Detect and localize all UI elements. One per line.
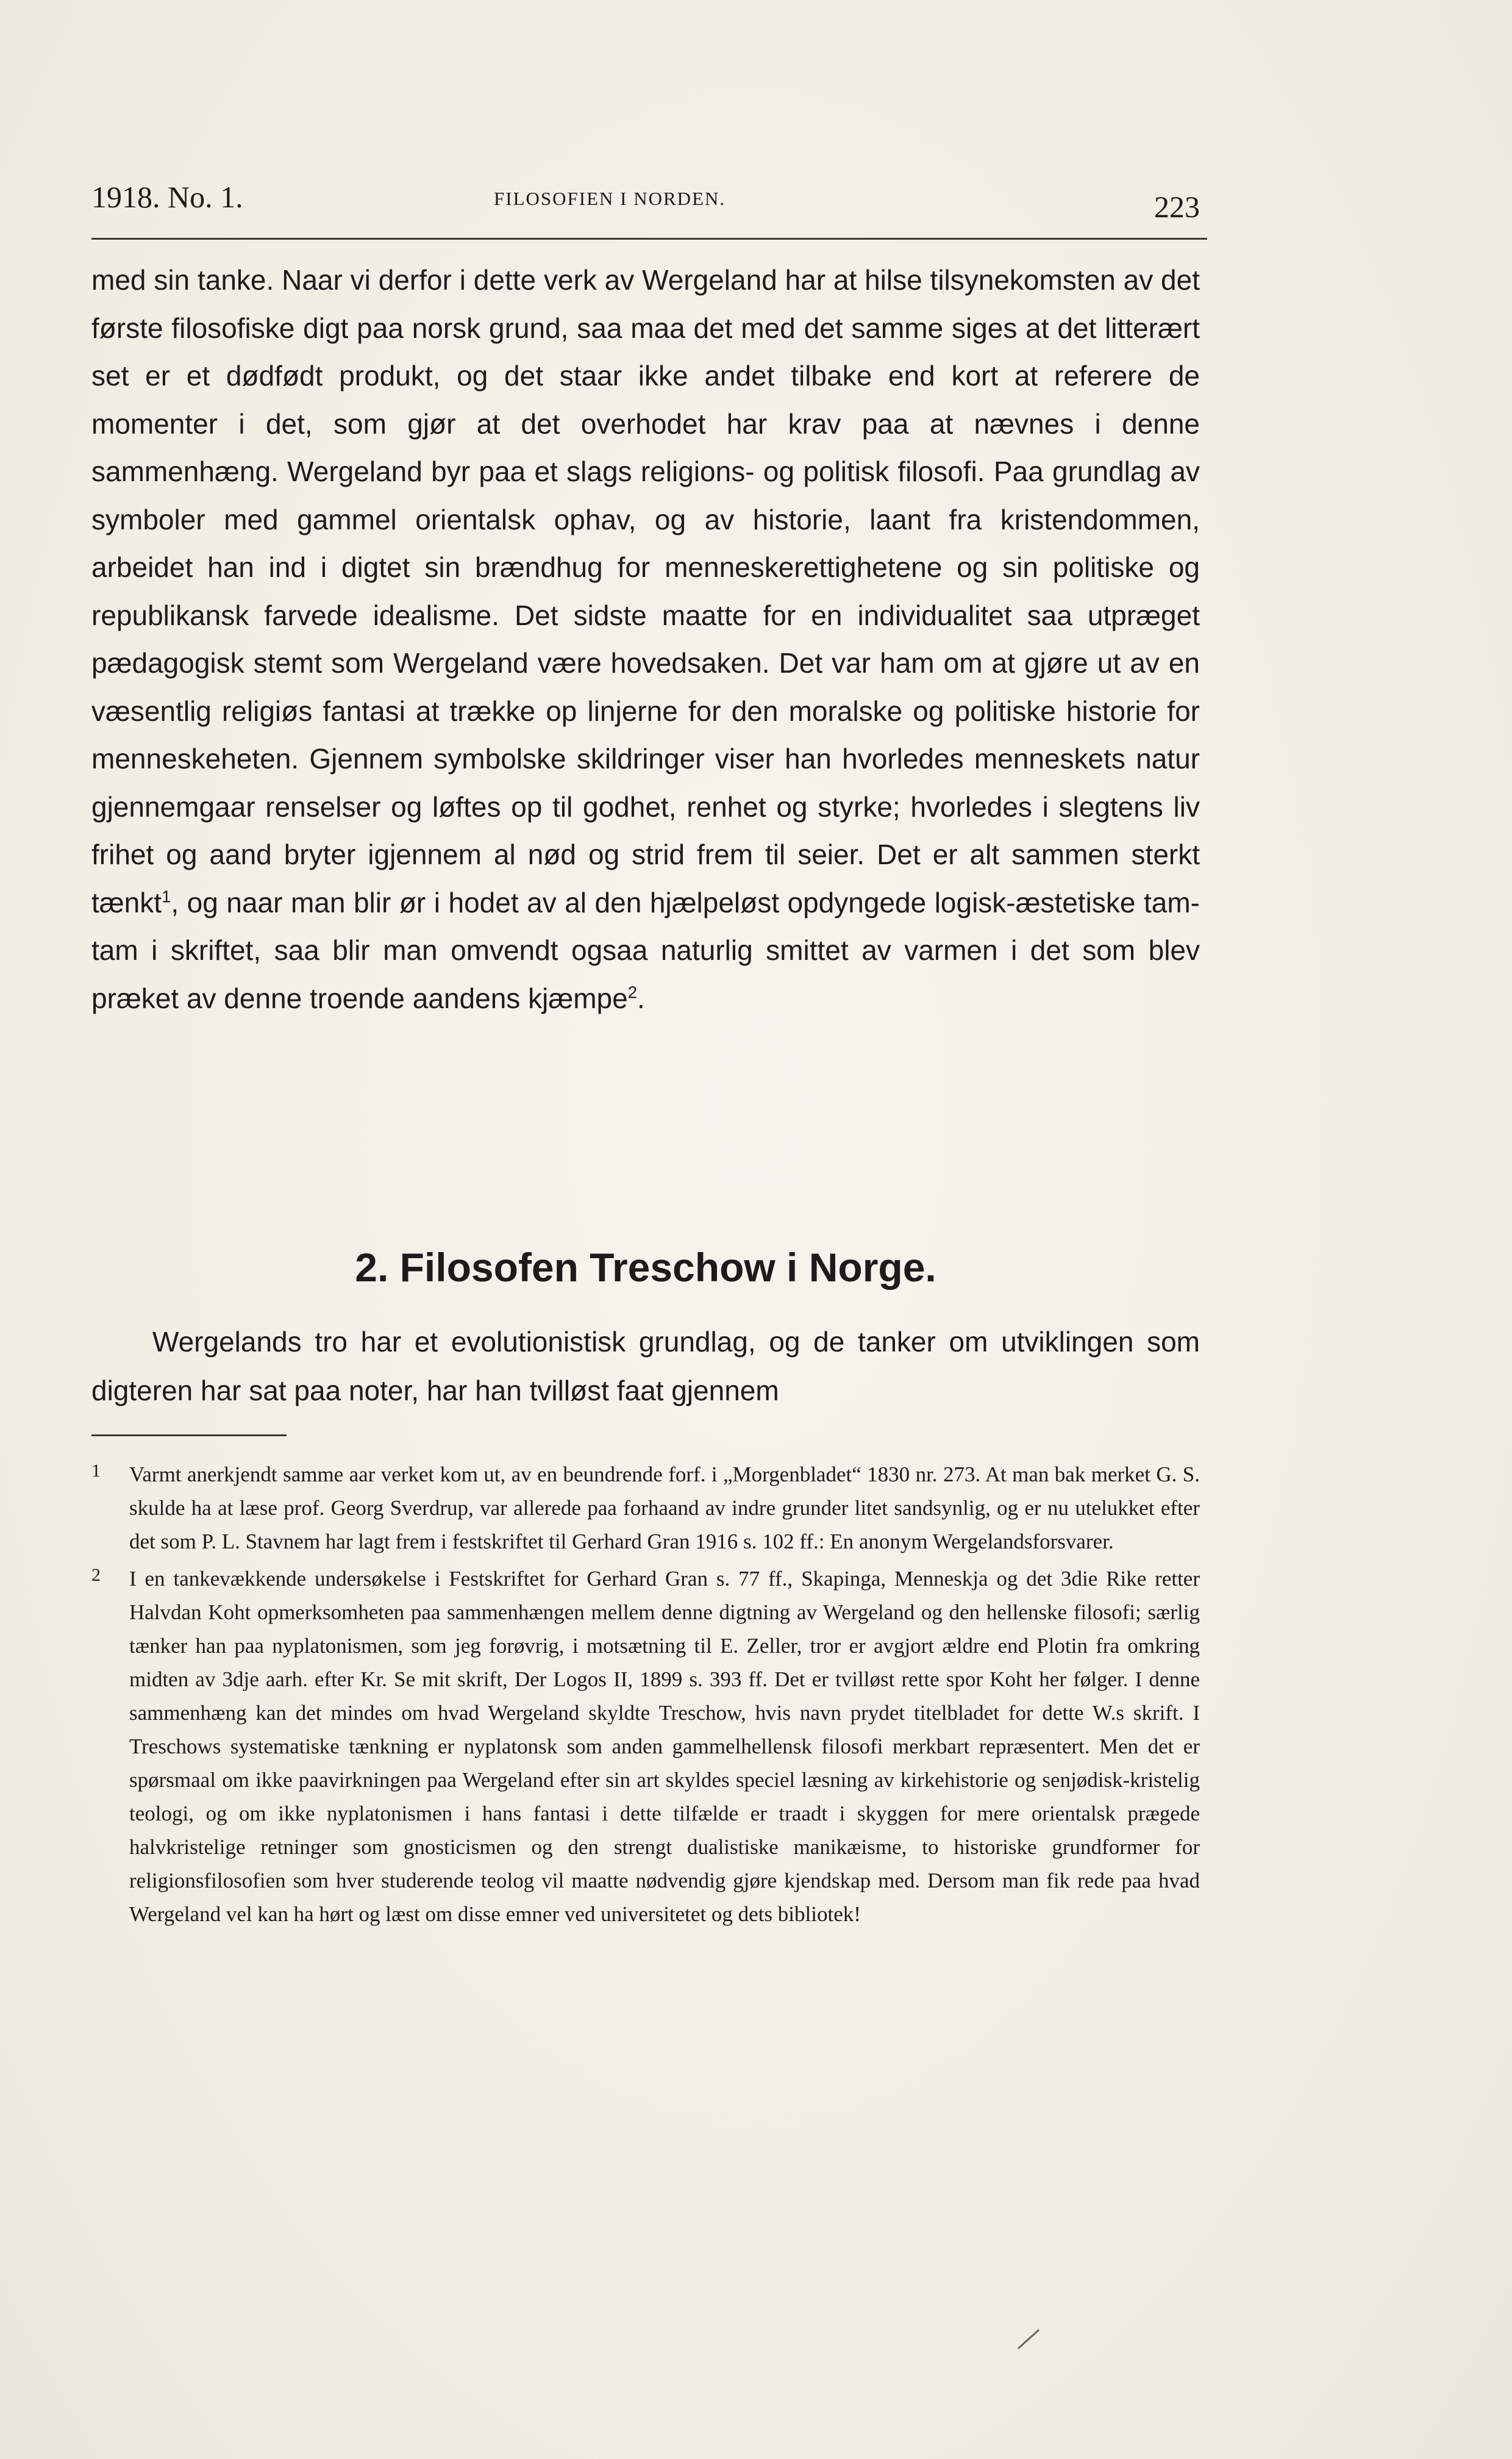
footnote-text: Varmt anerkjendt samme aar verket kom ut, av en beundrende forf. i „Morgenbladet“ 1830 nr. 273. At man bak merket G. S. skulde ha at læse prof. Georg Sverdrup, var allerede paa forhaand av indre grunder litet sandsynlig, og er nu utelukket efter det som P. L. Stavnem har lagt frem i festskriftet til Gerhard Gran 1916 s. 102 ff.: En anonym Wergelandsforsvarer. <box>129 1462 1200 1553</box>
footnote-ref-2: 2 <box>627 983 638 1002</box>
section-text <box>91 1317 1200 1415</box>
footnotes <box>91 1458 1200 1935</box>
section-paragraph: Wergelands tro har et evolutionistisk grundlag, og de tanker om utviklingen som digteren har sat paa noter, har han tvilløst faat gjennem <box>91 1326 1200 1406</box>
footnote-2 <box>91 1562 1200 1931</box>
main-text <box>91 256 1200 1022</box>
paragraph <box>91 256 1200 1022</box>
section-heading: 2. Filosofen Treschow i Norge. <box>355 1245 936 1290</box>
footnote-number: 2 <box>91 1565 101 1585</box>
paragraph-end: . <box>637 982 645 1014</box>
page-number: 223 <box>1154 190 1200 224</box>
header-year-issue: 1918. No. 1. <box>91 180 243 214</box>
footnote-ref-1: 1 <box>162 887 171 906</box>
footnote-number: 1 <box>91 1461 101 1481</box>
running-header <box>91 176 1200 222</box>
footnote-text: I en tankevækkende undersøkelse i Festskriftet for Gerhard Gran s. 77 ff., Skapinga, Menneskja og det 3die Rike retter Halvdan Koht opmerksomheten paa sammenhængen mellem denne digtning av Wergeland og den hellenske filosofi; særlig tænker han paa nyplatonismen, som jeg forøvrig, i motsætning til E. Zeller, tror er avgjort ældre end Plotin fra omkring midten av 3dje aarh. efter Kr. Se mit skrift, Der Logos II, 1899 s. 393 ff. Det er tvilløst rette spor Koht her følger. I denne sammenhæng kan det mindes om hvad Wergeland skyldte Treschow, hvis navn prydet titelbladet for dette W.s skrift. I Treschows systematiske tænkning er nyplatonsk som anden gammelhellensk filosofi merkbart repræsentert. Men det er spørsmaal om ikke paavirkningen paa Wergeland efter sin art skyldes speciel læsning av kirkehistorie og senjødisk-kristelig teologi, og om ikke nyplatonismen i hans fantasi i dette tilfælde er traadt i skyggen for mere orientalsk prægede halvkristelige retninger som gnosticismen og den strengt dualistiske manikæisme, to historiske grundformer for religionsfilosofien som hver studerende teolog vil maatte nødvendig gjøre kjendskap med. Dersom man fik rede paa hvad Wergeland vel kan ha hørt og læst om disse emner ved universitetet og dets bibliotek! <box>129 1567 1200 1926</box>
paragraph-text: med sin tanke. Naar vi derfor i dette verk av Wergeland har at hilse tilsynekomsten av det første filosofiske digt paa norsk grund, saa maa det med det samme siges at det litterært set er et dødfødt produkt, og det staar ikke andet tilbake end kort at referere de momenter i det, som gjør at det overhodet har krav paa at nævnes i denne sammenhæng. Wergeland byr paa et slags religions- og politisk filosofi. Paa grundlag av symboler med gammel orientalsk ophav, og av historie, laant fra kristendommen, arbeidet han ind i digtet sin brændhug for menneskerettighetene og sin politiske og republikansk farvede idealisme. Det sidste maatte for en individualitet saa utpræget pædagogisk stemt som Wergeland være hovedsaken. Det var ham om at gjøre ut av en væsentlig religiøs fantasi at trække op linjerne for den moralske og politiske historie for menneskeheten. Gjennem symbolske skildringer viser han hvorledes menneskets natur gjennemgaar renselser og løftes op til godhet, renhet og styrke; hvorledes i slegtens liv frihet og aand bryter igjennem al nød og strid frem til seier. Det er alt sammen sterkt tænkt <box>91 264 1200 918</box>
footnote-1 <box>91 1458 1200 1558</box>
paragraph-text: , og naar man blir ør i hodet av al den hjælpeløst opdyngede logisk-æstetiske tam-tam i skriftet, saa blir man omvendt ogsaa naturlig smittet av varmen i det som blev præket av denne troende aandens kjæmpe <box>91 886 1200 1014</box>
footnote-rule <box>91 1434 287 1436</box>
header-title: FILOSOFIEN I NORDEN. <box>494 188 726 209</box>
pencil-mark <box>1018 2329 1040 2349</box>
header-rule <box>91 238 1207 240</box>
